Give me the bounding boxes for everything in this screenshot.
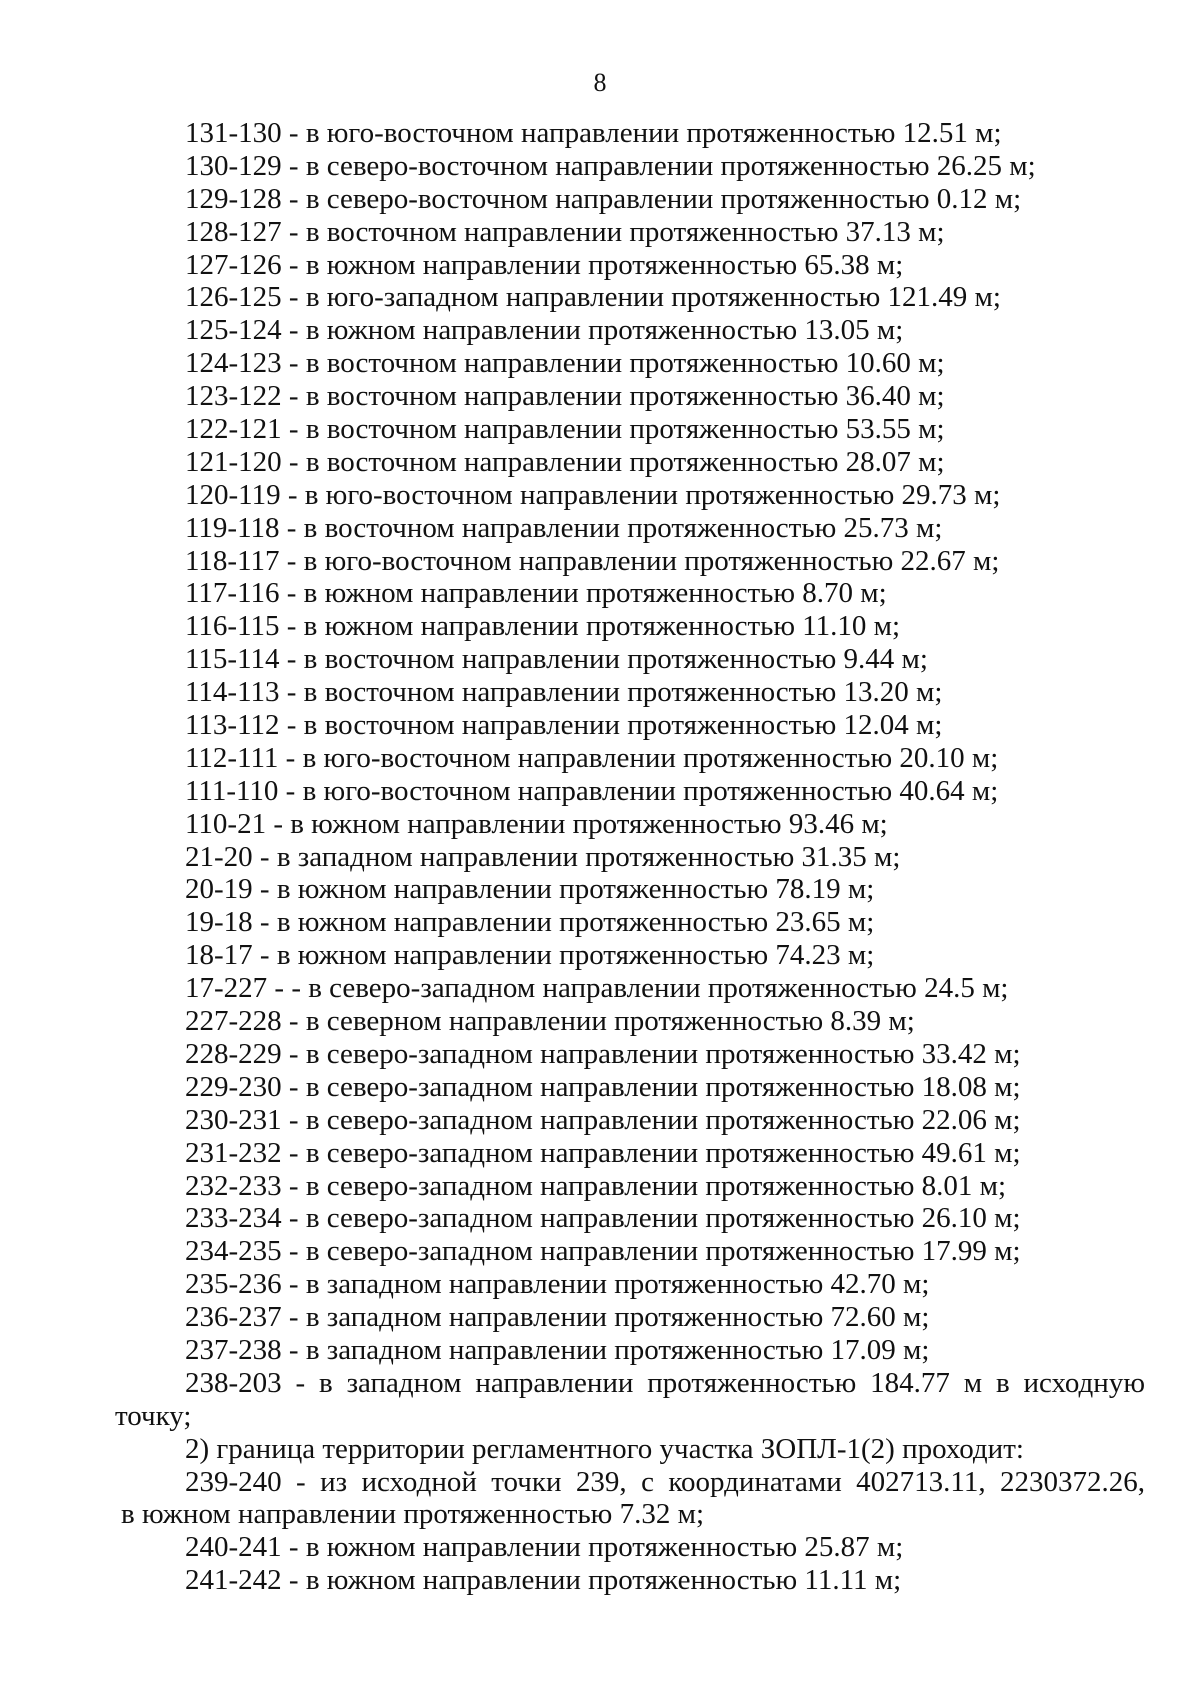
boundary-segment: 116-115 - в южном направлении протяженностью 11.10 м; [185, 610, 901, 643]
page-number: 8 [593, 68, 607, 97]
section-heading: 2) граница территории регламентного участка ЗОПЛ-1(2) проходит: [185, 1432, 1024, 1465]
boundary-segment: 121-120 - в восточном направлении протяженностью 28.07 м; [185, 445, 945, 478]
boundary-segment-list-2 [115, 1531, 1145, 1597]
boundary-segment: 229-230 - в северо-западном направлении протяженностью 18.08 м; [185, 1070, 1021, 1103]
boundary-segment: 234-235 - в северо-западном направлении протяженностью 17.99 м; [185, 1235, 1021, 1268]
start-segment [115, 1466, 1145, 1532]
boundary-segment: 115-114 - в восточном направлении протяженностью 9.44 м; [185, 643, 928, 676]
boundary-segment: 128-127 - в восточном направлении протяженностью 37.13 м; [185, 215, 945, 248]
boundary-segment: 122-121 - в восточном направлении протяженностью 53.55 м; [185, 413, 945, 446]
boundary-segment: 130-129 - в северо-восточном направлении протяженностью 26.25 м; [185, 149, 1036, 182]
boundary-segment: 117-116 - в южном направлении протяженностью 8.70 м; [185, 577, 887, 610]
boundary-segment: 124-123 - в восточном направлении протяженностью 10.60 м; [185, 347, 945, 380]
boundary-segment: 241-242 - в южном направлении протяженностью 11.11 м; [185, 1564, 902, 1597]
boundary-segment: 113-112 - в восточном направлении протяженностью 12.04 м; [185, 709, 943, 742]
closing-segment-line: 238-203 - в западном направлении протяженностью 184.77 м в исходную [185, 1366, 1145, 1399]
boundary-segment: 20-19 - в южном направлении протяженностью 78.19 м; [185, 873, 875, 906]
boundary-segment: 119-118 - в восточном направлении протяженностью 25.73 м; [185, 511, 943, 544]
boundary-segment: 112-111 - в юго-восточном направлении протяженностью 20.10 м; [185, 741, 999, 774]
boundary-segment: 131-130 - в юго-восточном направлении протяженностью 12.51 м; [185, 117, 1002, 149]
document-body [115, 117, 1145, 1597]
boundary-segment: 237-238 - в западном направлении протяженностью 17.09 м; [185, 1333, 930, 1366]
boundary-segment: 114-113 - в восточном направлении протяженностью 13.20 м; [185, 676, 943, 709]
boundary-segment: 240-241 - в южном направлении протяженностью 25.87 м; [185, 1531, 904, 1564]
boundary-segment: 233-234 - в северо-западном направлении протяженностью 26.10 м; [185, 1202, 1021, 1235]
closing-segment-continuation: точку; [115, 1399, 192, 1432]
boundary-segment: 227-228 - в северном направлении протяженностью 8.39 м; [185, 1005, 915, 1038]
boundary-segment: 231-232 - в северо-западном направлении протяженностью 49.61 м; [185, 1136, 1021, 1169]
boundary-segment: 127-126 - в южном направлении протяженностью 65.38 м; [185, 248, 904, 281]
start-segment-continuation: в южном направлении протяженностью 7.32 м; [121, 1498, 705, 1531]
boundary-segment: 228-229 - в северо-западном направлении протяженностью 33.42 м; [185, 1037, 1021, 1070]
boundary-segment: 18-17 - в южном направлении протяженностью 74.23 м; [185, 939, 875, 972]
boundary-segment: 129-128 - в северо-восточном направлении протяженностью 0.12 м; [185, 182, 1022, 215]
boundary-segment: 123-122 - в восточном направлении протяженностью 36.40 м; [185, 380, 945, 413]
boundary-segment: 110-21 - в южном направлении протяженностью 93.46 м; [185, 807, 888, 840]
boundary-segment: 118-117 - в юго-восточном направлении протяженностью 22.67 м; [185, 544, 1000, 577]
boundary-segment: 21-20 - в западном направлении протяженностью 31.35 м; [185, 840, 901, 873]
boundary-segment: 235-236 - в западном направлении протяженностью 42.70 м; [185, 1268, 930, 1301]
closing-segment [115, 1367, 1145, 1433]
boundary-segment: 17-227 - - в северо-западном направлении протяженностью 24.5 м; [185, 972, 1009, 1005]
boundary-segment: 232-233 - в северо-западном направлении протяженностью 8.01 м; [185, 1169, 1007, 1202]
boundary-segment: 125-124 - в южном направлении протяженностью 13.05 м; [185, 314, 904, 347]
boundary-segment: 19-18 - в южном направлении протяженностью 23.65 м; [185, 906, 875, 939]
boundary-segment-list [115, 117, 1145, 1367]
boundary-segment: 126-125 - в юго-западном направлении протяженностью 121.49 м; [185, 281, 1001, 314]
boundary-segment: 236-237 - в западном направлении протяженностью 72.60 м; [185, 1301, 930, 1334]
boundary-segment: 230-231 - в северо-западном направлении протяженностью 22.06 м; [185, 1103, 1021, 1136]
start-segment-line: 239-240 - из исходной точки 239, с координатами 402713.11, 2230372.26, [185, 1465, 1145, 1498]
boundary-segment: 111-110 - в юго-восточном направлении протяженностью 40.64 м; [185, 774, 999, 807]
boundary-segment: 120-119 - в юго-восточном направлении протяженностью 29.73 м; [185, 478, 1001, 511]
